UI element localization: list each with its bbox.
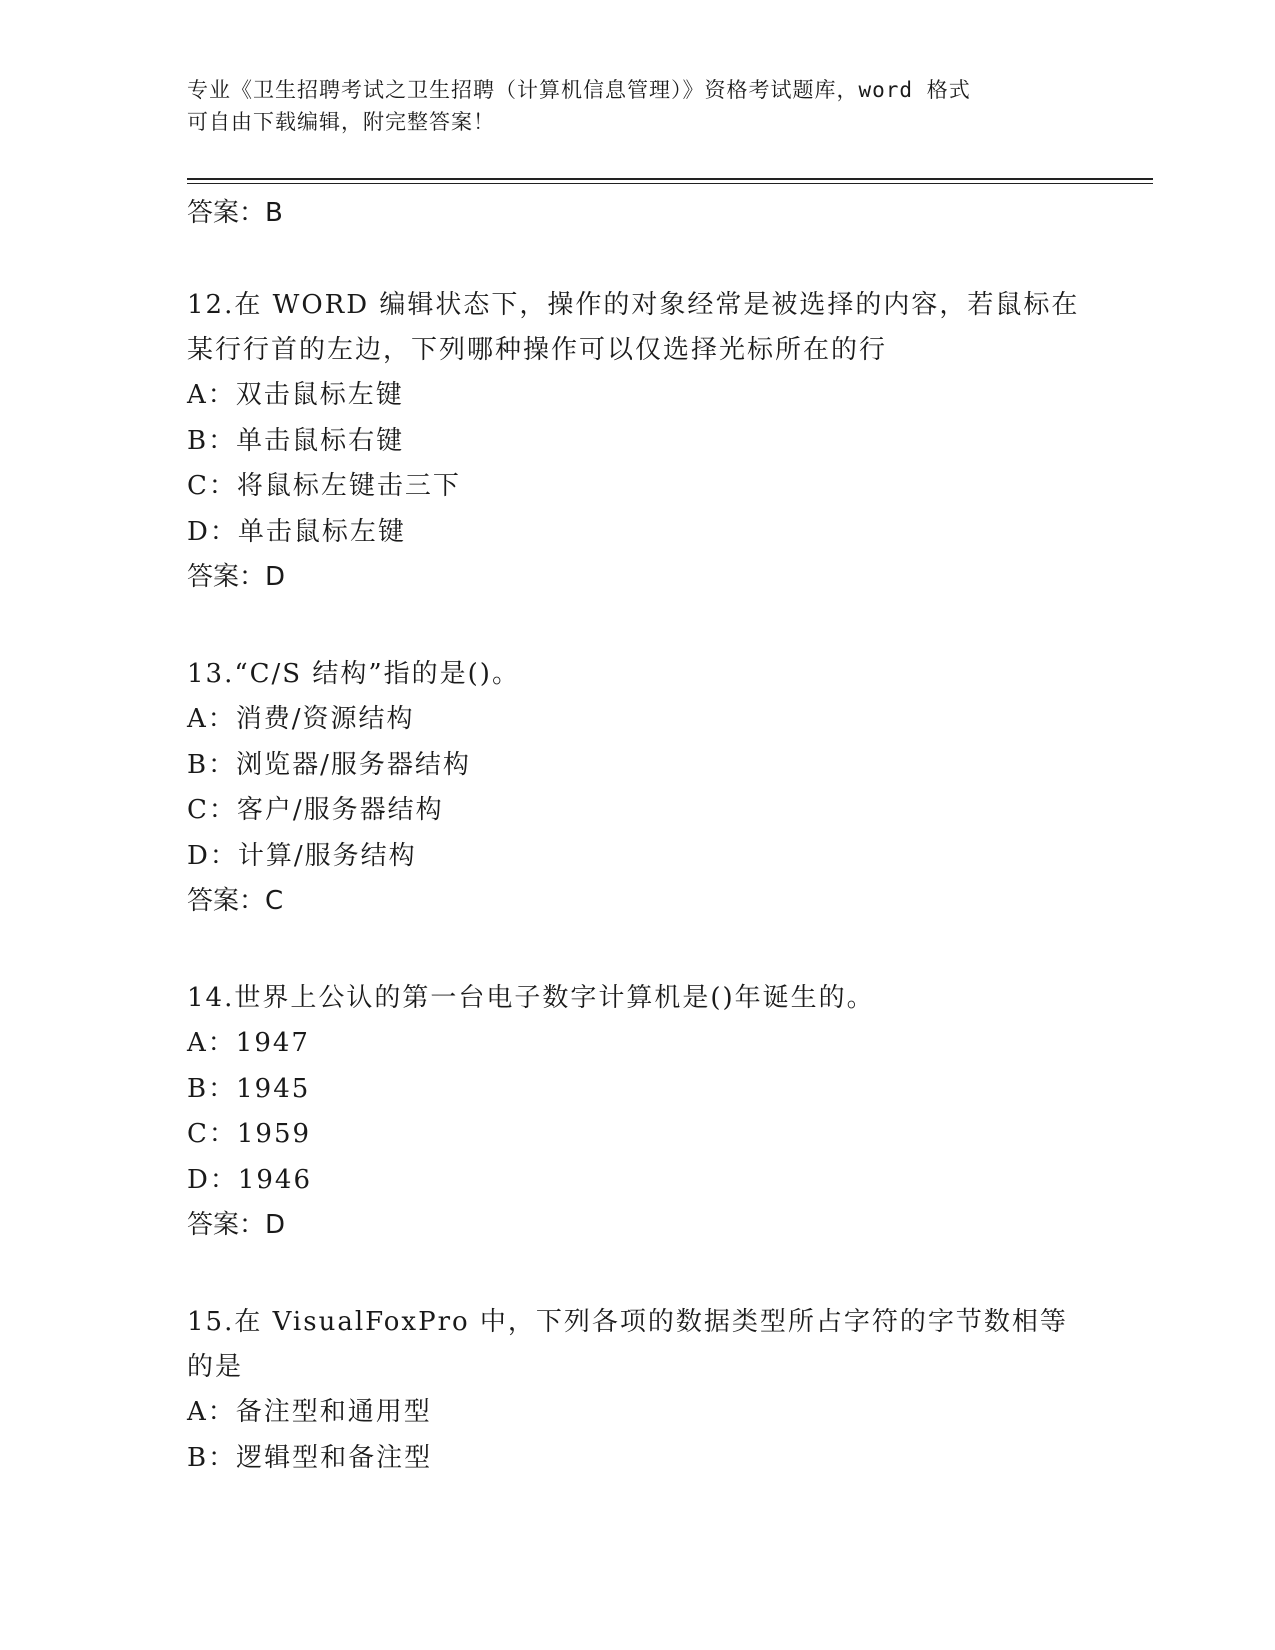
document-body bbox=[187, 195, 1087, 1533]
question-13 bbox=[187, 652, 1087, 924]
question-12 bbox=[187, 283, 1087, 600]
answer-line: 答案：C bbox=[187, 886, 284, 916]
option-b: B：单击鼠标右键 bbox=[187, 425, 405, 456]
answer-line: 答案：D bbox=[187, 562, 286, 592]
option-a: A：双击鼠标左键 bbox=[187, 380, 404, 410]
header-rule-top bbox=[187, 178, 1153, 180]
question-text: 14.世界上公认的第一台电子数字计算机是()年诞生的。 bbox=[187, 983, 875, 1013]
header-rule-bottom bbox=[187, 183, 1153, 184]
option-a: A：备注型和通用型 bbox=[187, 1397, 432, 1427]
option-d: D：计算/服务结构 bbox=[187, 840, 417, 871]
question-15 bbox=[187, 1300, 1087, 1481]
question-text: 13.“C/S 结构”指的是()。 bbox=[187, 659, 520, 689]
option-a: A：1947 bbox=[187, 1028, 310, 1058]
answer-line: 答案：B bbox=[187, 198, 283, 228]
question-14 bbox=[187, 976, 1087, 1248]
question-text: 15.在 VisualFoxPro 中，下列各项的数据类型所占字符的字节数相等的是 bbox=[187, 1307, 1068, 1382]
option-d: D：1946 bbox=[187, 1164, 313, 1195]
option-c: C：1959 bbox=[187, 1119, 312, 1149]
option-b: B：1945 bbox=[187, 1073, 311, 1104]
option-d: D：单击鼠标左键 bbox=[187, 516, 406, 547]
option-c: C：将鼠标左键击三下 bbox=[187, 471, 461, 501]
option-c: C：客户/服务器结构 bbox=[187, 795, 444, 825]
option-b: B：逻辑型和备注型 bbox=[187, 1442, 433, 1473]
question-text: 12.在 WORD 编辑状态下，操作的对象经常是被选择的内容，若鼠标在某行行首的左边，下列哪种操作可以仅选择光标所在的行 bbox=[187, 290, 1080, 365]
option-b: B：浏览器/服务器结构 bbox=[187, 749, 471, 780]
document-header bbox=[187, 74, 1067, 138]
answer-line: 答案：D bbox=[187, 1210, 286, 1240]
option-a: A：消费/资源结构 bbox=[187, 704, 415, 734]
header-line-1: 专业《卫生招聘考试之卫生招聘（计算机信息管理）》资格考试题库，word 格式 bbox=[187, 78, 971, 102]
header-line-2: 可自由下载编辑，附完整答案！ bbox=[187, 110, 495, 134]
